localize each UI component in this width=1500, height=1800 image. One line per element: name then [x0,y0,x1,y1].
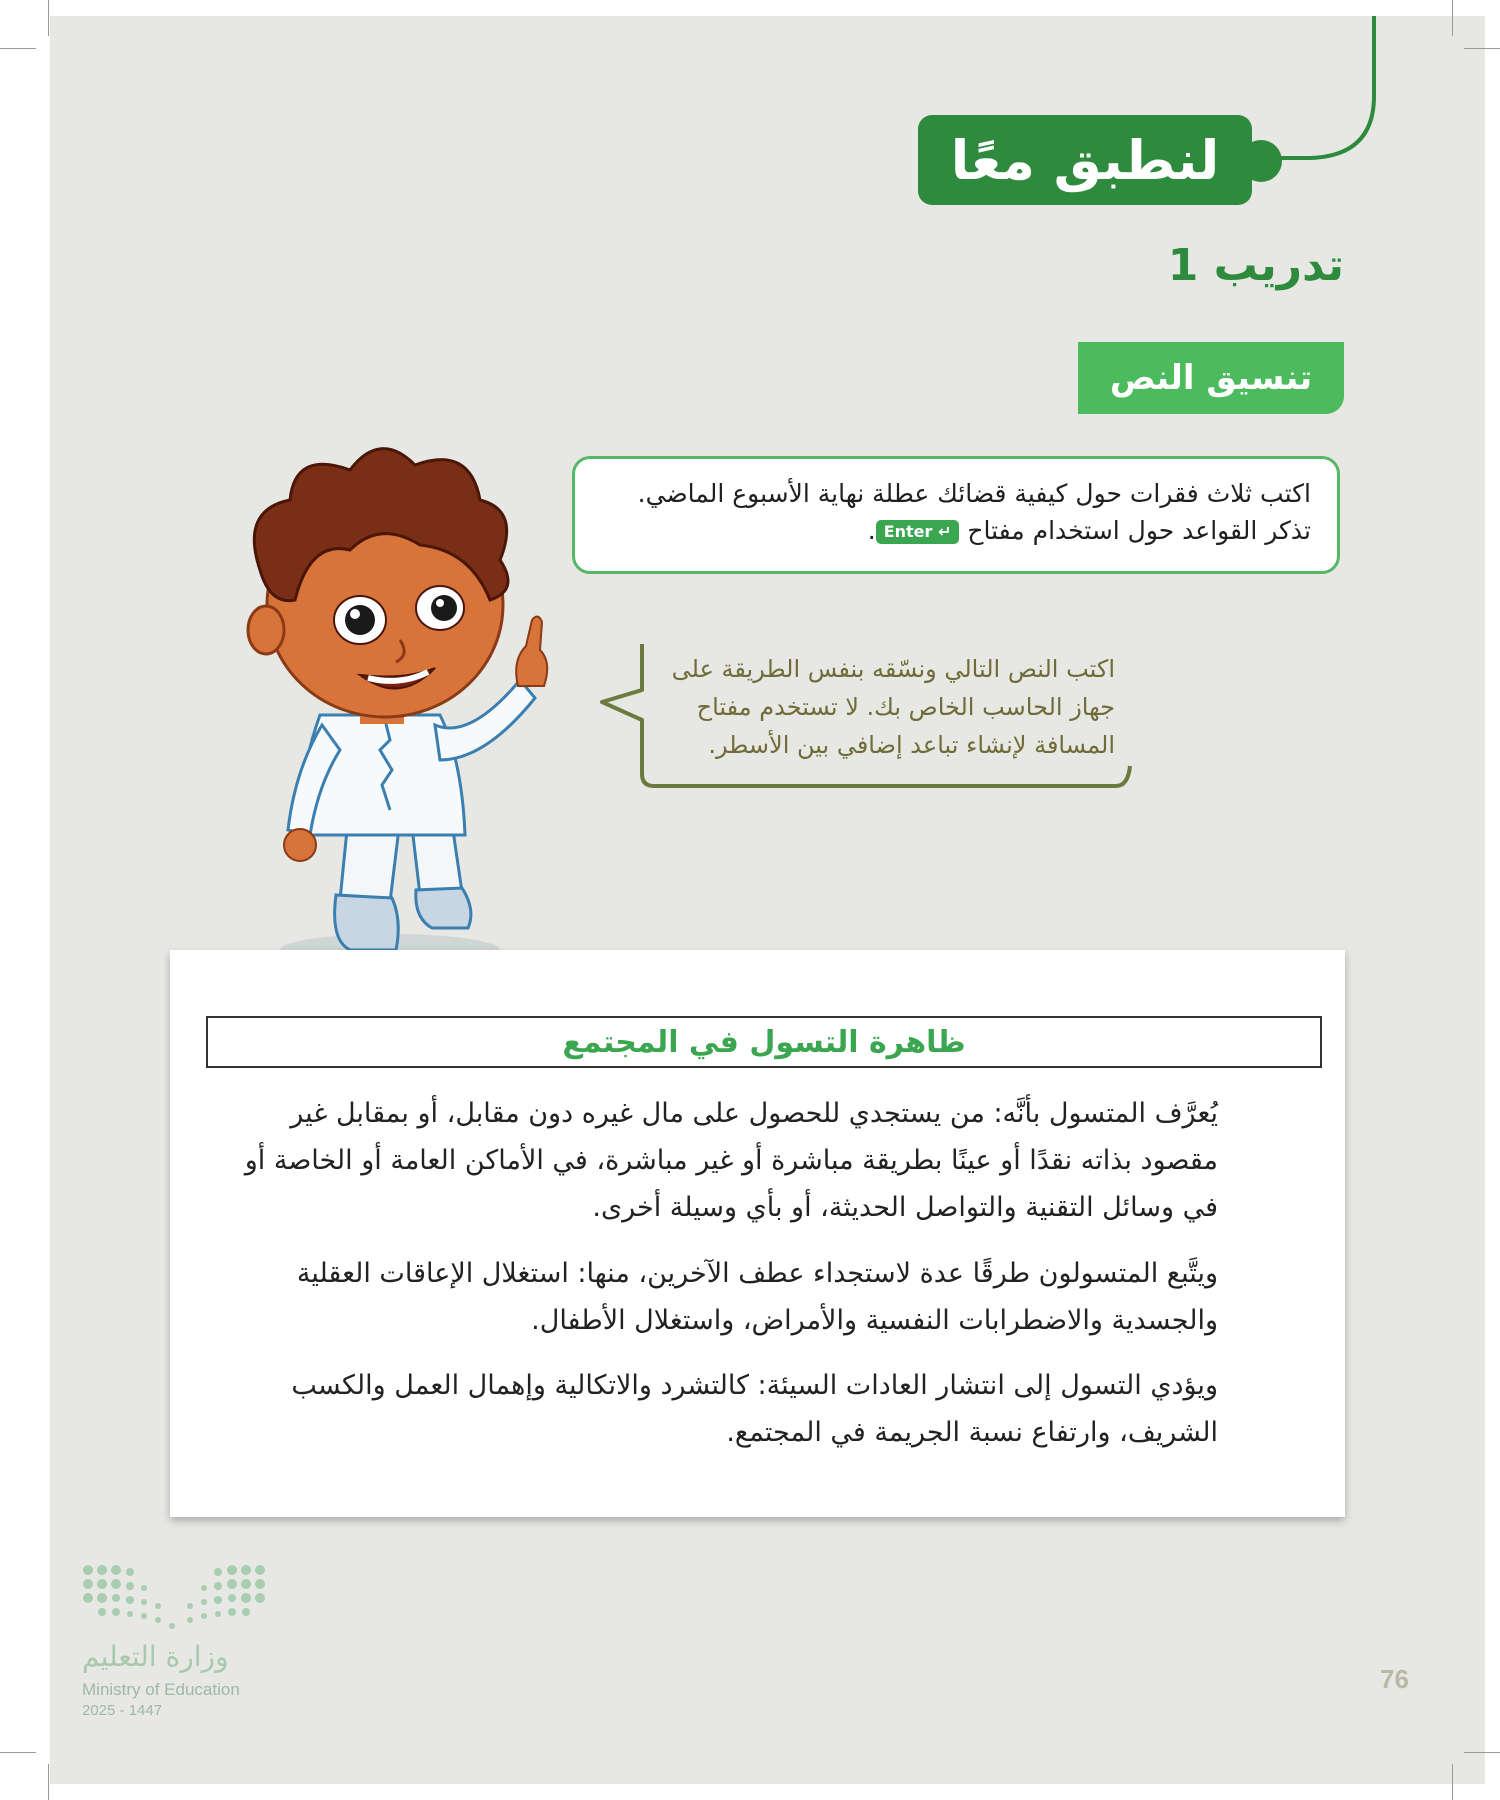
crop-mark [48,0,49,36]
instruction-line-2-text: تذكر القواعد حول استخدام مفتاح [967,516,1311,545]
document-title: ظاهرة التسول في المجتمع [206,1016,1322,1068]
edition-year: 2025 - 1447 [82,1702,163,1719]
boy-character-illustration [200,440,580,980]
bubble-line-3: المسافة لإنشاء تباعد إضافي بين الأسطر. [708,731,1115,759]
crop-mark [48,1764,49,1800]
crop-mark [0,48,36,49]
ministry-name-arabic: وزارة التعليم [82,1640,229,1673]
crop-mark [1452,1764,1453,1800]
bubble-line-2: جهاز الحاسب الخاص بك. لا تستخدم مفتاح [696,693,1115,721]
crop-mark [1452,0,1453,36]
crop-mark [1464,1752,1500,1753]
document-paragraph-2: ويتَّبع المتسولون طرقًا عدة لاستجداء عطف الآخرين، منها: استغلال الإعاقات العقلية والجسدية والاضطرابات النفسية والأمراض، واستغلال الأطفال. [296,1258,1218,1336]
crop-mark [1464,48,1500,49]
crop-mark [0,1752,36,1753]
instruction-line-2 [601,512,1311,549]
instruction-box [572,456,1340,574]
ministry-logo-icon [80,1562,270,1638]
ministry-name-english: Ministry of Education [82,1680,240,1699]
page-number: 76 [1380,1664,1409,1694]
enter-key-icon: Enter ↵ [876,520,960,544]
section-banner: لنطبق معًا [918,115,1252,205]
instruction-line-2-end: . [867,516,876,545]
exercise-title: تدريب 1 [1167,240,1344,291]
bubble-line-1: اكتب النص التالي ونسّقه بنفس الطريقة على [671,655,1115,683]
speech-bubble-text [660,650,1115,764]
document-paragraph-3: ويؤدي التسول إلى انتشار العادات السيئة: كالتشرد والاتكالية وإهمال العمل والكسب الشريف، وارتفاع نسبة الجريمة في المجتمع. [291,1370,1218,1448]
instruction-line-1: اكتب ثلاث فقرات حول كيفية قضائك عطلة نهاية الأسبوع الماضي. [637,479,1311,508]
document-paragraph-1: يُعرَّف المتسول بأنَّه: من يستجدي للحصول على مال غيره دون مقابل، أو بمقابل غير مقصود بذاته نقدًا أو عينًا بطريقة مباشرة أو غير مباشرة، في الأماكن العامة أو الخاصة أو في وسائل التقنية والتواصل الحديثة، أو بأي وسيلة أخرى. [244,1098,1218,1223]
section-tab: تنسيق النص [1078,342,1344,414]
banner-connector-line [1270,16,1410,176]
